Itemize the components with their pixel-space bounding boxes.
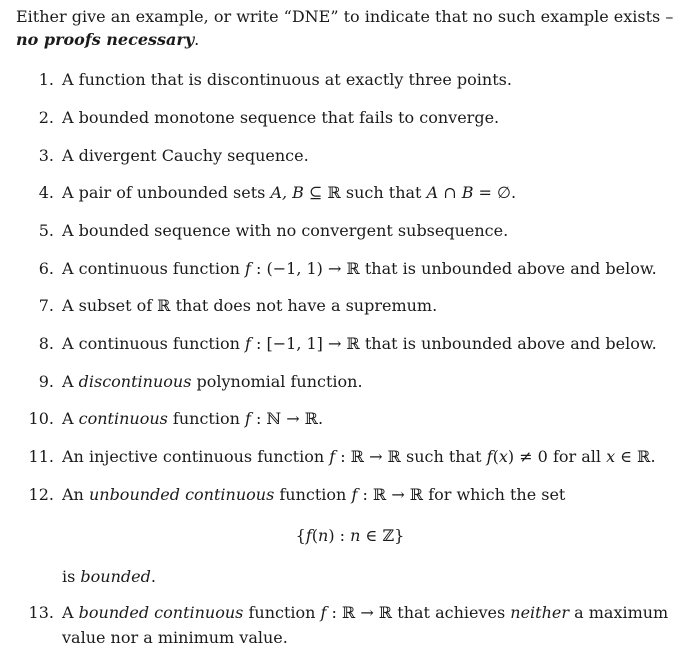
instructions-line-2 (16, 28, 688, 51)
item-text-italic: f (486, 447, 493, 466)
item-text (62, 68, 688, 91)
item-text-run: A bounded monotone sequence that fails to converge. (62, 108, 500, 127)
item-text-italic: f (245, 259, 251, 278)
item-text (62, 181, 688, 204)
item-text-italic: bounded continuous (78, 603, 244, 622)
item-number: 9. (38, 372, 54, 391)
item-text (62, 106, 688, 129)
item-number: 2. (38, 108, 54, 127)
item-text-italic: discontinuous (78, 372, 192, 391)
item-text-run: A (62, 603, 79, 622)
item-text (62, 257, 688, 280)
item-number: 3. (38, 146, 54, 165)
item-text-italic: unbounded continuous (88, 485, 275, 504)
item-text-run: ( (492, 447, 499, 466)
item-text (62, 144, 688, 167)
item-text (62, 219, 688, 242)
item-text-italic: f (329, 447, 336, 466)
item-text-run: A pair of unbounded sets (62, 183, 271, 202)
item-text-italic: A, B (270, 183, 304, 202)
item-text-italic: x (606, 447, 616, 466)
item-text-run: : ℝ → ℝ such that (335, 447, 487, 466)
item-number: 12. (28, 485, 54, 504)
instructions-emphasis: no proofs necessary (16, 30, 195, 49)
item-text (62, 294, 688, 317)
item-text-run: ) ≠ 0 for all (507, 447, 607, 466)
item-text-run: A function that is discontinuous at exactly three points. (62, 70, 512, 89)
item-text-run: A continuous function (62, 259, 245, 278)
set-expression-run: ( (311, 526, 319, 545)
item-text-run: : [−1, 1] → ℝ that is unbounded above and below. (250, 334, 657, 353)
item-13-line-2: value nor a minimum value. (62, 628, 288, 647)
item-text-run: ⊆ ℝ such that (303, 183, 427, 202)
item-text-run: a maximum (569, 603, 669, 622)
item-text (62, 407, 688, 430)
set-expression-run: ∈ ℤ} (360, 526, 405, 545)
item-text-italic: A (426, 183, 439, 202)
item-text-run: A (62, 409, 79, 428)
set-expression-run: ) : (328, 526, 351, 545)
set-expression (296, 526, 405, 545)
item-text-run: A continuous function (62, 334, 245, 353)
item-text (62, 483, 688, 506)
set-expression-run: f (305, 526, 312, 545)
item-text-italic: f (351, 485, 358, 504)
item-number: 6. (38, 259, 54, 278)
item-text (62, 332, 688, 355)
item-12-continuation (62, 565, 156, 588)
item-text-run: A subset of ℝ that does not have a supremum. (62, 296, 438, 315)
item-text-run: ∈ ℝ. (615, 447, 656, 466)
item-text (62, 601, 688, 624)
item-text-run: An (62, 485, 89, 504)
item-text-run: function (167, 409, 245, 428)
item-text-italic: f (245, 334, 251, 353)
item-12-continuation-emphasis: bounded (80, 567, 151, 586)
item-text-run: = ∅. (473, 183, 517, 202)
item-number: 7. (38, 296, 54, 315)
item-text-run: : ℝ → ℝ that achieves (326, 603, 511, 622)
item-number: 8. (38, 334, 54, 353)
item-text-run: : (−1, 1) → ℝ that is unbounded above and below. (250, 259, 657, 278)
item-text-run: function (274, 485, 352, 504)
item-text-run: A (62, 372, 79, 391)
item-number: 5. (38, 221, 54, 240)
item-text-run: : ℝ → ℝ for which the set (357, 485, 566, 504)
item-text-run: function (243, 603, 321, 622)
item-12-continuation-prefix: is (62, 567, 81, 586)
instructions-line-1: Either give an example, or write “DNE” to indicate that no such example exists – (16, 7, 674, 26)
item-text-italic: x (498, 447, 508, 466)
set-expression-run: n (350, 526, 361, 545)
item-text-run: polynomial function. (191, 372, 363, 391)
item-text-italic: continuous (78, 409, 168, 428)
item-12-continuation-suffix: . (150, 567, 156, 586)
item-number: 13. (28, 603, 54, 622)
item-text-italic: neither (510, 603, 570, 622)
item-number: 11. (28, 447, 54, 466)
set-expression-run: { (295, 526, 306, 545)
item-text-run: A bounded sequence with no convergent subsequence. (62, 221, 509, 240)
item-text-run: An injective continuous function (62, 447, 330, 466)
instructions (16, 5, 688, 51)
item-number: 10. (28, 409, 54, 428)
set-expression-run: n (318, 526, 329, 545)
item-text-italic: B (461, 183, 474, 202)
item-text-italic: f (245, 409, 251, 428)
item-number: 1. (38, 70, 54, 89)
instructions-period: . (194, 30, 200, 49)
item-text-run: : ℕ → ℝ. (250, 409, 324, 428)
item-text-italic: f (320, 603, 327, 622)
item-number: 4. (38, 183, 54, 202)
item-text (62, 370, 688, 393)
item-text (62, 445, 688, 468)
item-text-run: A divergent Cauchy sequence. (62, 146, 309, 165)
item-text-run: ∩ (438, 183, 462, 202)
item-12-set-display (0, 524, 700, 547)
